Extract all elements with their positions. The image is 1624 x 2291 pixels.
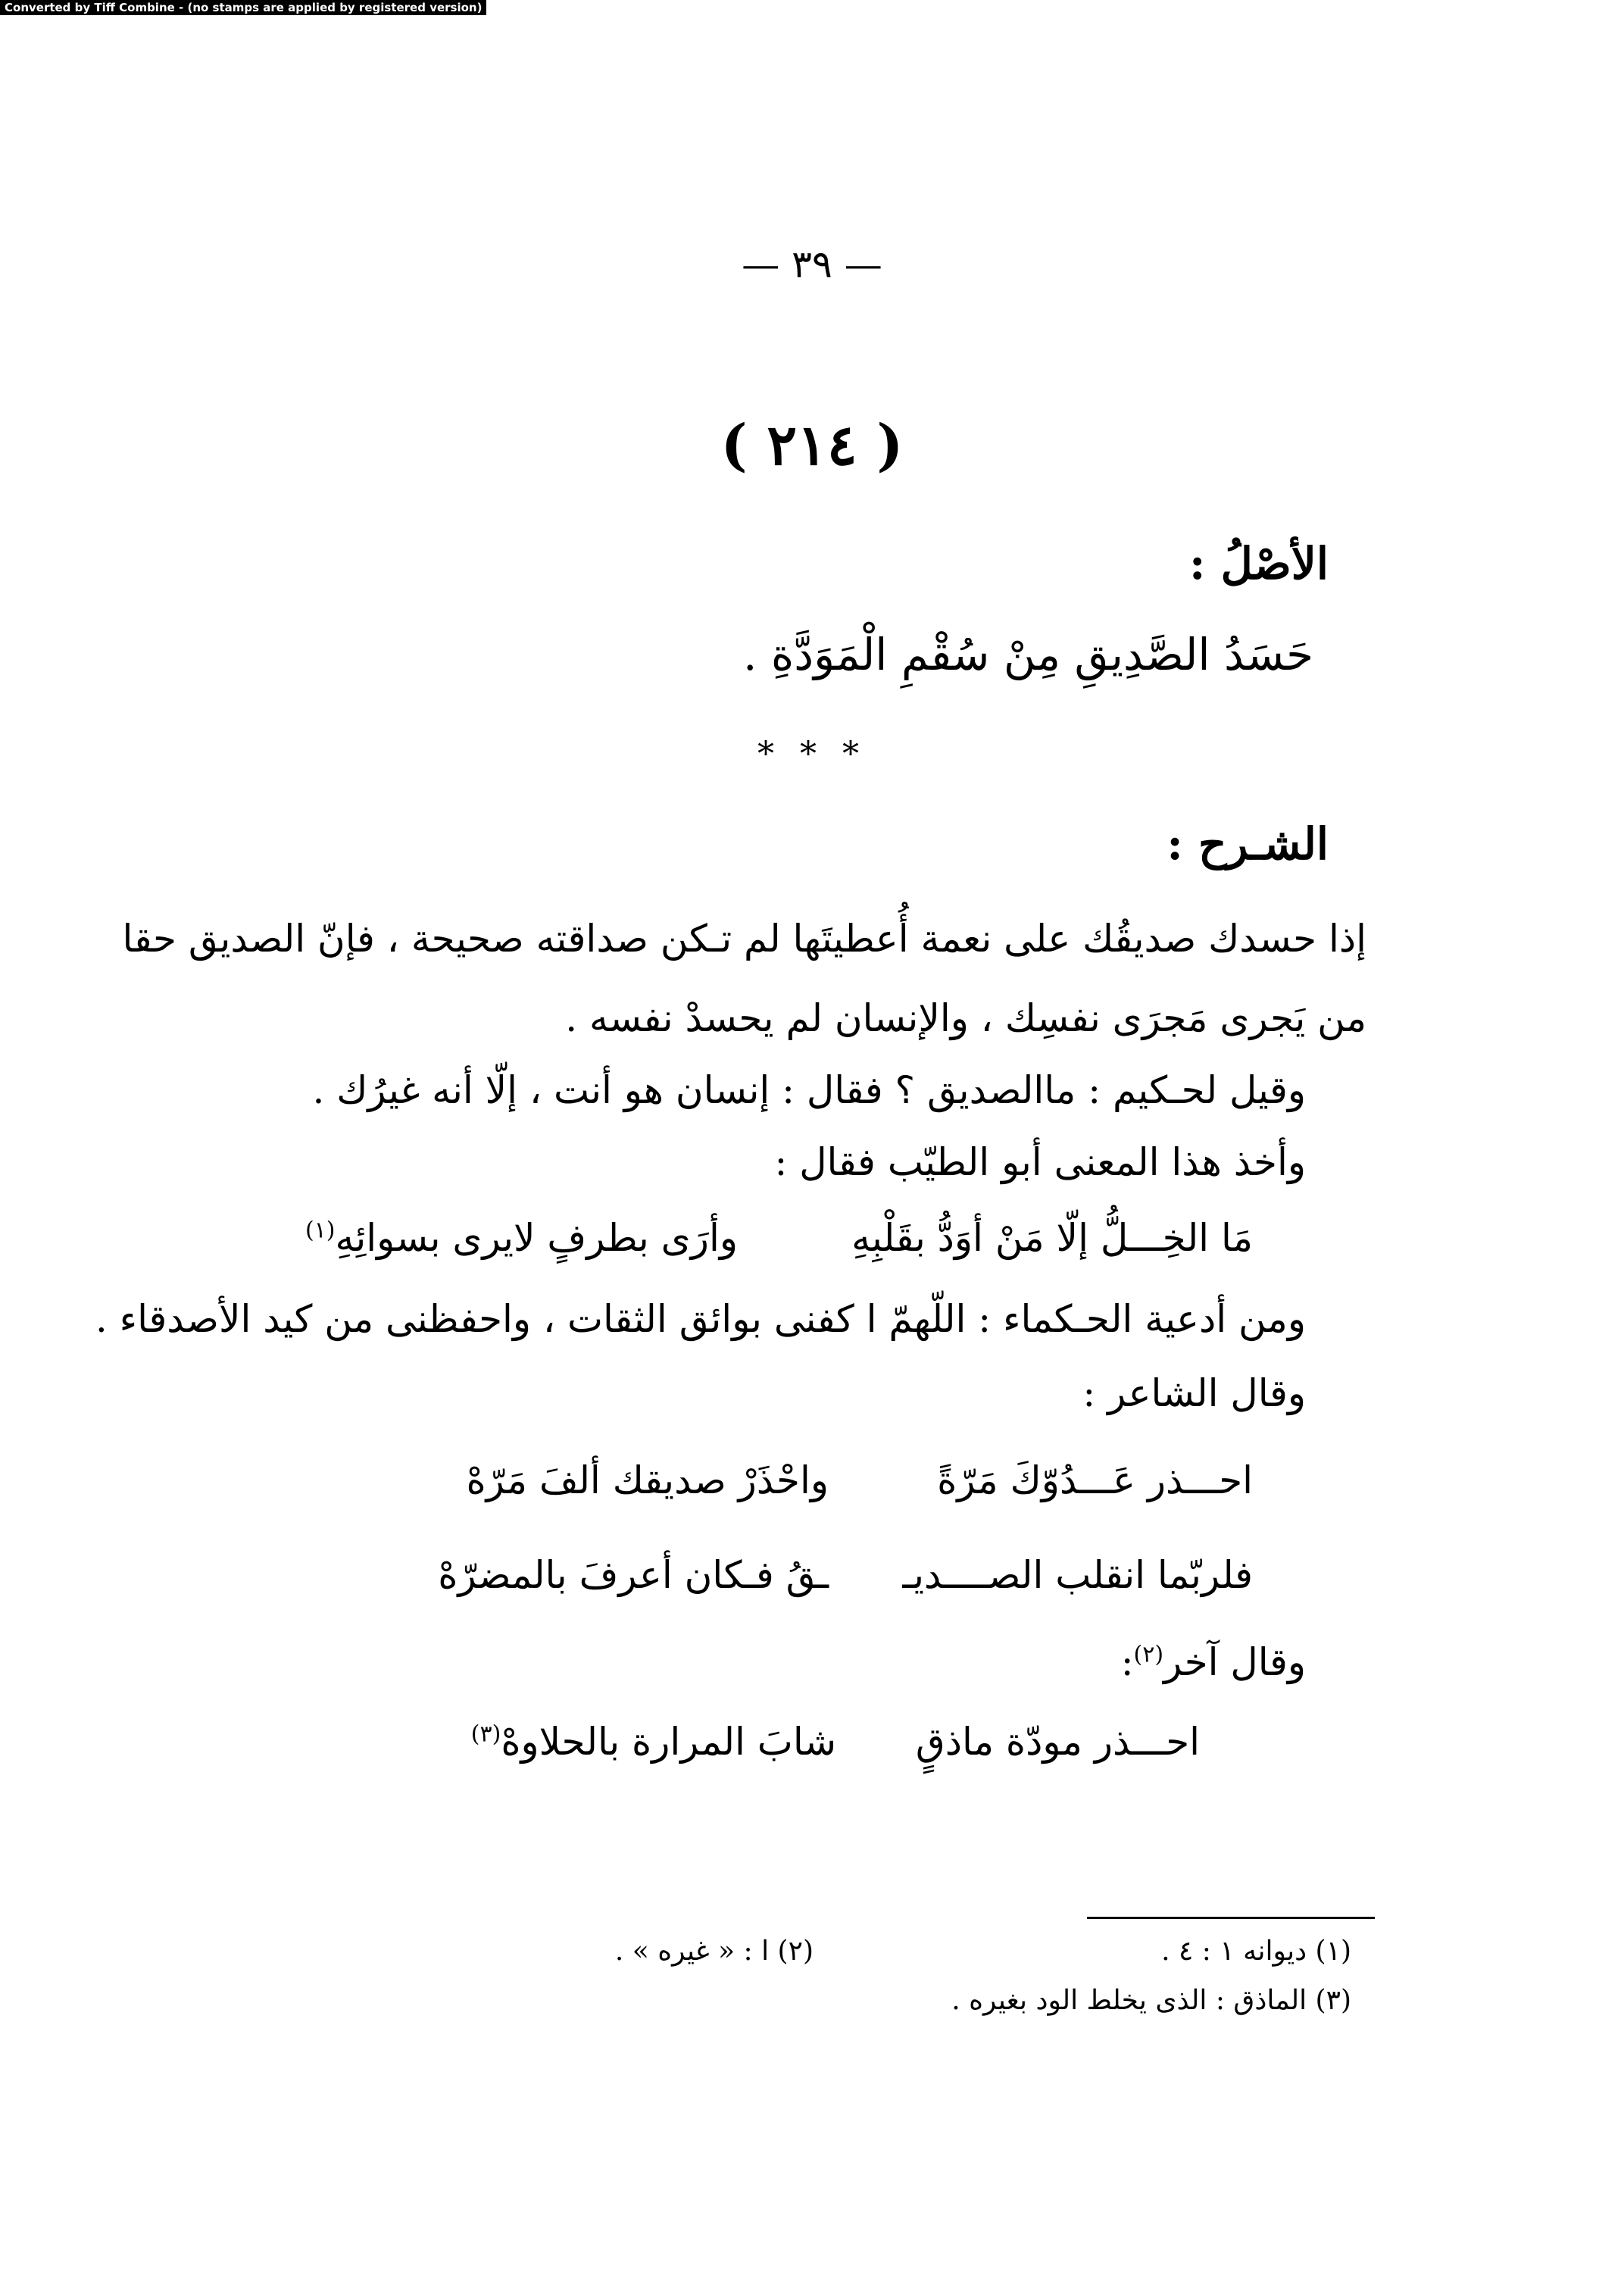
verse-1-first-hemistich: مَا الخِـــلُّ إلّا مَنْ أوَدُّ بقَلْبِهِ — [851, 1216, 1253, 1260]
sharh-line-7 — [1121, 1640, 1306, 1684]
page-number: — ٣٩ — — [742, 242, 882, 286]
section-number: ( ٢١٤ ) — [720, 413, 904, 478]
footnote-3: (٣) الماذق : الذى يخلط الود بغيره . — [951, 1985, 1351, 2016]
asl-heading: الأصْلُ : — [1189, 538, 1329, 589]
footnote-1: (١) ديوانه ١ : ٤ . — [1161, 1936, 1351, 1967]
verse-2-second-hemistich: واحْذَرْ صديقك ألفَ مَرّهْ — [466, 1458, 829, 1502]
sharh-line-7-colon: : — [1120, 1640, 1134, 1684]
verse-3 — [268, 1553, 1253, 1606]
sharh-line-1: إذا حسدك صديقُك على نعمة أُعطيتَها لم تـكن صداقته صحيحة ، فإنّ الصديق حقا — [122, 917, 1366, 961]
sharh-line-4: وأخذ هذا المعنى أبو الطيّب فقال : — [774, 1140, 1306, 1184]
footnote-marker-2: (٢) — [1133, 1641, 1164, 1668]
sharh-line-2: من يَجرى مَجرَى نفسِك ، والإنسان لم يحسدْ نفسه . — [565, 996, 1366, 1040]
footnote-marker-3: (٣) — [470, 1721, 501, 1748]
verse-2 — [268, 1458, 1253, 1511]
sharh-heading: الشـرح : — [1166, 818, 1329, 870]
separator-stars: * * * — [757, 735, 867, 774]
footnote-marker-1: (١) — [304, 1217, 336, 1244]
footnote-2: (٢) ا : « غيره » . — [614, 1936, 814, 1967]
watermark-banner: Converted by Tiff Combine - (no stamps are applied by registered version) — [0, 0, 486, 15]
verse-4 — [367, 1720, 1200, 1773]
sharh-line-3: وقيل لحـكيم : ماالصديق ؟ فقال : إنسان هو أنت ، إلّا أنه غيرُك . — [312, 1068, 1306, 1112]
verse-1-second-text: وأرَى بطرفٍ لايرى بسوائِهِ — [335, 1216, 738, 1260]
verse-4-first-hemistich: احـــذر مودّة ماذقٍ — [915, 1720, 1200, 1764]
sharh-line-6: وقال الشاعر : — [1082, 1371, 1306, 1415]
verse-1-second-hemistich — [305, 1216, 738, 1260]
verse-3-first-hemistich: فلربّما انقلب الصــــديـ — [902, 1553, 1253, 1597]
footnote-divider — [1087, 1917, 1375, 1919]
verse-3-second-hemistich: ـقُ فـكان أعرفَ بالمضرّهْ — [438, 1553, 829, 1597]
sharh-line-5: ومن أدعية الحـكماء : اللّهمّ ا كفنى بوائق الثقات ، واحفظنى من كيد الأصدقاء . — [95, 1297, 1306, 1341]
sharh-line-7-text: وقال آخر — [1163, 1640, 1306, 1684]
verse-4-second-text: شابَ المرارة بالحلاوهْ — [501, 1720, 836, 1764]
verse-4-second-hemistich — [471, 1720, 836, 1764]
asl-text: حَسَدُ الصَّدِيقِ مِنْ سُقْمِ الْمَوَدَّةِ . — [743, 629, 1313, 680]
verse-2-first-hemistich: احـــذر عَـــدُوّكَ مَرّةً — [937, 1458, 1253, 1502]
verse-1 — [268, 1216, 1253, 1269]
